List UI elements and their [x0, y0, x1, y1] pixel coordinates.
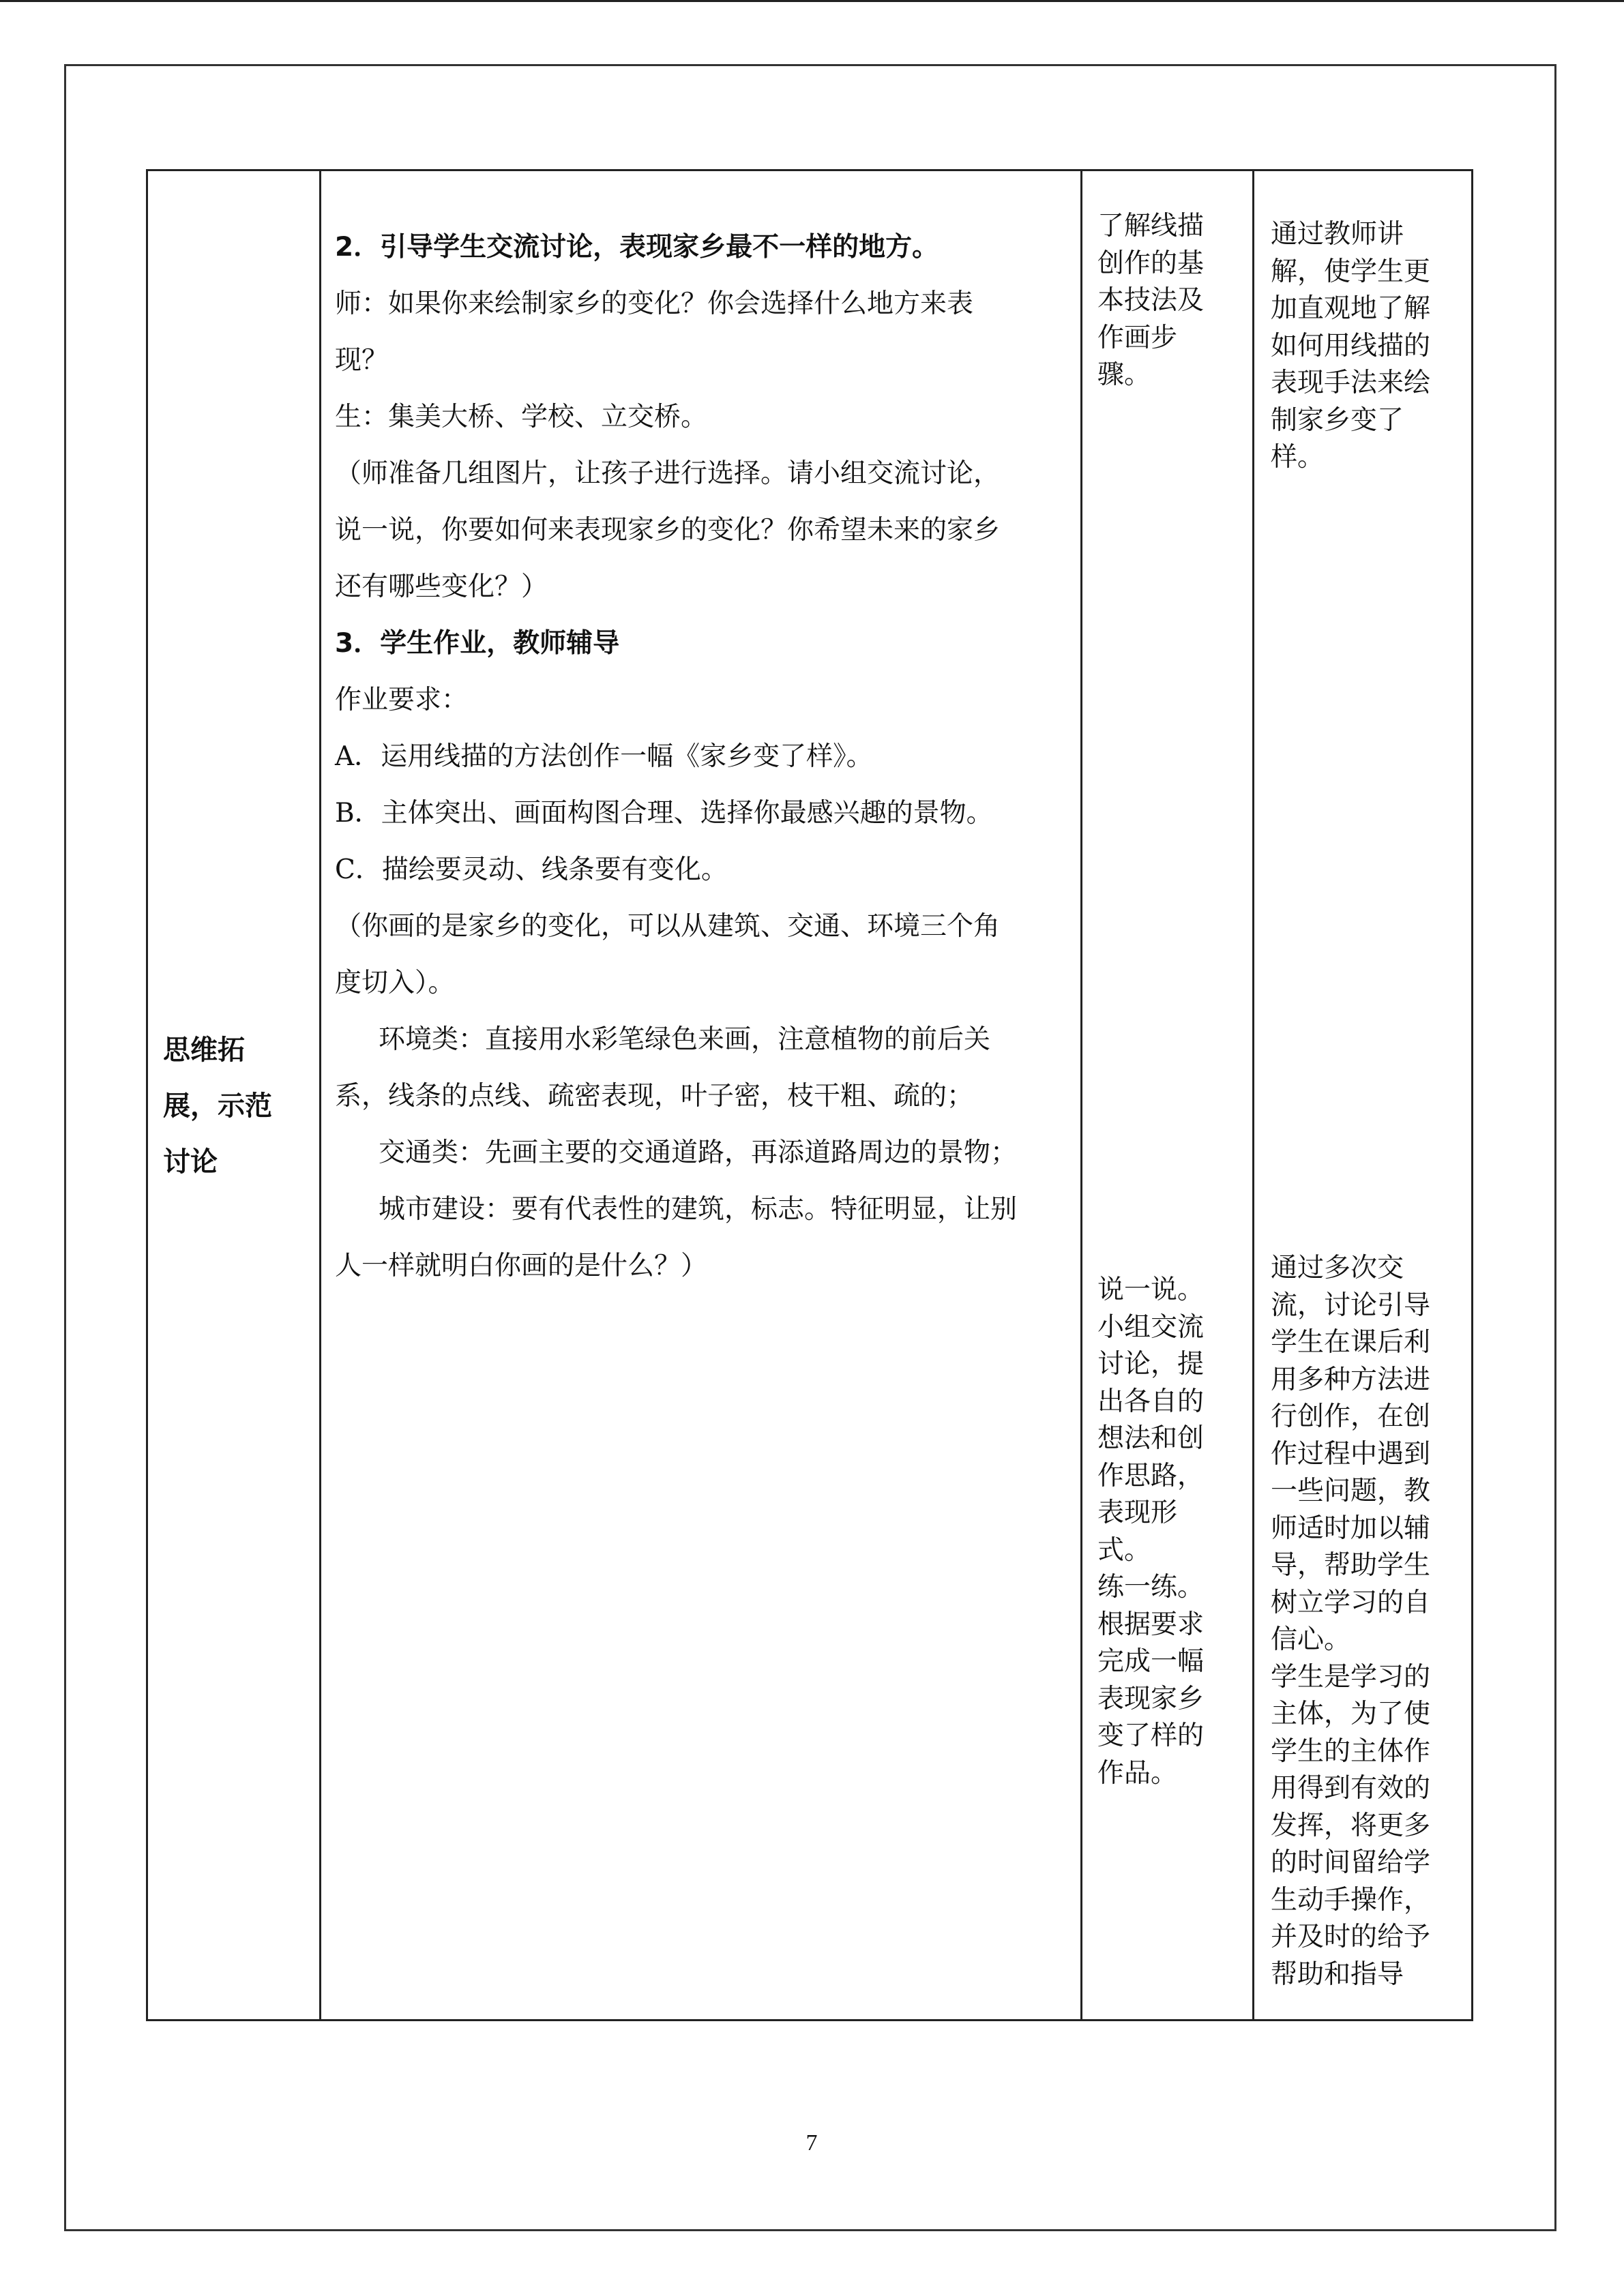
- student-activity-column: [1082, 171, 1254, 2019]
- page-number: 7: [806, 2130, 818, 2156]
- process-line: B．主体突出、画面构图合理、选择你最感兴趣的景物。: [335, 798, 993, 829]
- design-intent-line: 一些问题，教: [1271, 1476, 1431, 1506]
- design-intent-line: 通过多次交: [1271, 1253, 1404, 1283]
- process-line: 还有哪些变化？）: [335, 571, 548, 602]
- student-activity-line: 作思路，: [1097, 1460, 1205, 1491]
- student-activity-line: 完成一幅: [1097, 1646, 1205, 1677]
- design-intent-line: 师适时加以辅: [1271, 1512, 1431, 1544]
- process-line: 交通类：先画主要的交通道路，再添道路周边的景物；: [379, 1137, 1018, 1168]
- student-activity-line: 骤。: [1097, 359, 1151, 390]
- design-intent-line: 用得到有效的: [1271, 1773, 1431, 1804]
- stage-label-line: 讨论: [163, 1146, 218, 1178]
- student-activity-line: 出各自的: [1097, 1386, 1205, 1417]
- design-intent-line: 学生在课后利: [1271, 1327, 1431, 1358]
- student-activity-block-2: [1097, 1272, 1204, 1792]
- design-intent-line: 制家乡变了: [1271, 404, 1404, 436]
- design-intent-line: 帮助和指导: [1271, 1958, 1404, 1990]
- design-intent-column: [1254, 171, 1471, 2019]
- student-activity-line: 变了样的: [1097, 1720, 1205, 1751]
- student-activity-line: 创作的基: [1097, 248, 1205, 279]
- student-activity-line: 根据要求: [1097, 1609, 1205, 1640]
- design-intent-line: 加直观地了解: [1271, 293, 1431, 324]
- process-line: 2．引导学生交流讨论，表现家乡最不一样的地方。: [335, 232, 939, 263]
- process-line: 人一样就明白你画的是什么？）: [335, 1251, 708, 1281]
- teaching-process-column: [321, 171, 1082, 2019]
- student-activity-line: 小组交流: [1097, 1311, 1205, 1343]
- student-activity-line: 式。: [1097, 1534, 1151, 1566]
- design-intent-line: 用多种方法进: [1271, 1364, 1431, 1395]
- design-intent-line: 表现手法来绘: [1271, 368, 1431, 398]
- student-activity-line: 了解线描: [1097, 211, 1205, 241]
- student-activity-line: 作品。: [1097, 1757, 1178, 1789]
- design-intent-line: 如何用线描的: [1271, 330, 1431, 361]
- design-intent-line: 发挥，将更多: [1271, 1810, 1431, 1841]
- design-intent-line: 并及时的给予: [1271, 1922, 1431, 1952]
- student-activity-line: 表现形: [1097, 1497, 1178, 1528]
- design-intent-block-2: [1271, 1250, 1430, 1993]
- design-intent-line: 信心。: [1271, 1624, 1351, 1655]
- process-line: 3．学生作业，教师辅导: [335, 628, 620, 659]
- design-intent-line: 行创作，在创: [1271, 1401, 1431, 1432]
- lesson-plan-table: [146, 169, 1473, 2021]
- design-intent-line: 解，使学生更: [1271, 256, 1431, 287]
- design-intent-line: 作过程中遇到: [1271, 1438, 1431, 1470]
- teaching-process-text: [335, 219, 1072, 1294]
- process-line: C．描绘要灵动、线条要有变化。: [335, 854, 728, 885]
- student-activity-line: 本技法及: [1097, 285, 1205, 316]
- design-intent-line: 样。: [1271, 442, 1325, 473]
- process-line: A．运用线描的方法创作一幅《家乡变了样》。: [335, 741, 873, 772]
- process-line: 生：集美大桥、学校、立交桥。: [335, 402, 708, 432]
- design-intent-line: 主体，为了使: [1271, 1699, 1431, 1729]
- design-intent-line: 的时间留给学: [1271, 1847, 1431, 1878]
- design-intent-line: 导，帮助学生: [1271, 1550, 1431, 1581]
- student-activity-line: 练一练。: [1097, 1572, 1205, 1602]
- student-activity-line: 表现家乡: [1097, 1683, 1205, 1714]
- student-activity-line: 讨论，提: [1097, 1349, 1205, 1380]
- process-line: 城市建设：要有代表性的建筑，标志。特征明显，让别: [379, 1194, 1018, 1225]
- student-activity-line: 说一说。: [1097, 1274, 1205, 1305]
- process-line: （师准备几组图片，让孩子进行选择。请小组交流讨论，: [335, 458, 1001, 489]
- design-intent-line: 通过教师讲: [1271, 219, 1404, 250]
- design-intent-line: 学生的主体作: [1271, 1735, 1431, 1767]
- process-line: 师：如果你来绘制家乡的变化？你会选择什么地方来表: [335, 288, 974, 319]
- design-intent-line: 流，讨论引导: [1271, 1289, 1431, 1321]
- design-intent-block-1: [1271, 216, 1430, 477]
- student-activity-line: 作画步: [1097, 322, 1178, 353]
- process-line: 现？: [335, 345, 389, 376]
- student-activity-block-1: [1097, 208, 1204, 394]
- student-activity-line: 想法和创: [1097, 1423, 1205, 1454]
- design-intent-line: 生动手操作，: [1271, 1884, 1431, 1915]
- design-intent-line: 学生是学习的: [1271, 1661, 1431, 1693]
- process-line: 度切入）。: [335, 968, 455, 998]
- process-line: 系，线条的点线、疏密表现，叶子密，枝干粗、疏的；: [335, 1081, 974, 1112]
- stage-label: [163, 1022, 299, 1190]
- process-line: 说一说，你要如何来表现家乡的变化？你希望未来的家乡: [335, 515, 1001, 546]
- process-line: 作业要求：: [335, 685, 469, 715]
- top-rule: [0, 0, 1624, 2]
- process-line: 环境类：直接用水彩笔绿色来画，注意植物的前后关: [379, 1024, 991, 1055]
- stage-label-line: 思维拓: [163, 1034, 245, 1066]
- stage-label-line: 展，示范: [163, 1090, 272, 1122]
- process-line: （你画的是家乡的变化，可以从建筑、交通、环境三个角: [335, 911, 1001, 942]
- stage-column: [148, 171, 321, 2019]
- design-intent-line: 树立学习的自: [1271, 1587, 1431, 1618]
